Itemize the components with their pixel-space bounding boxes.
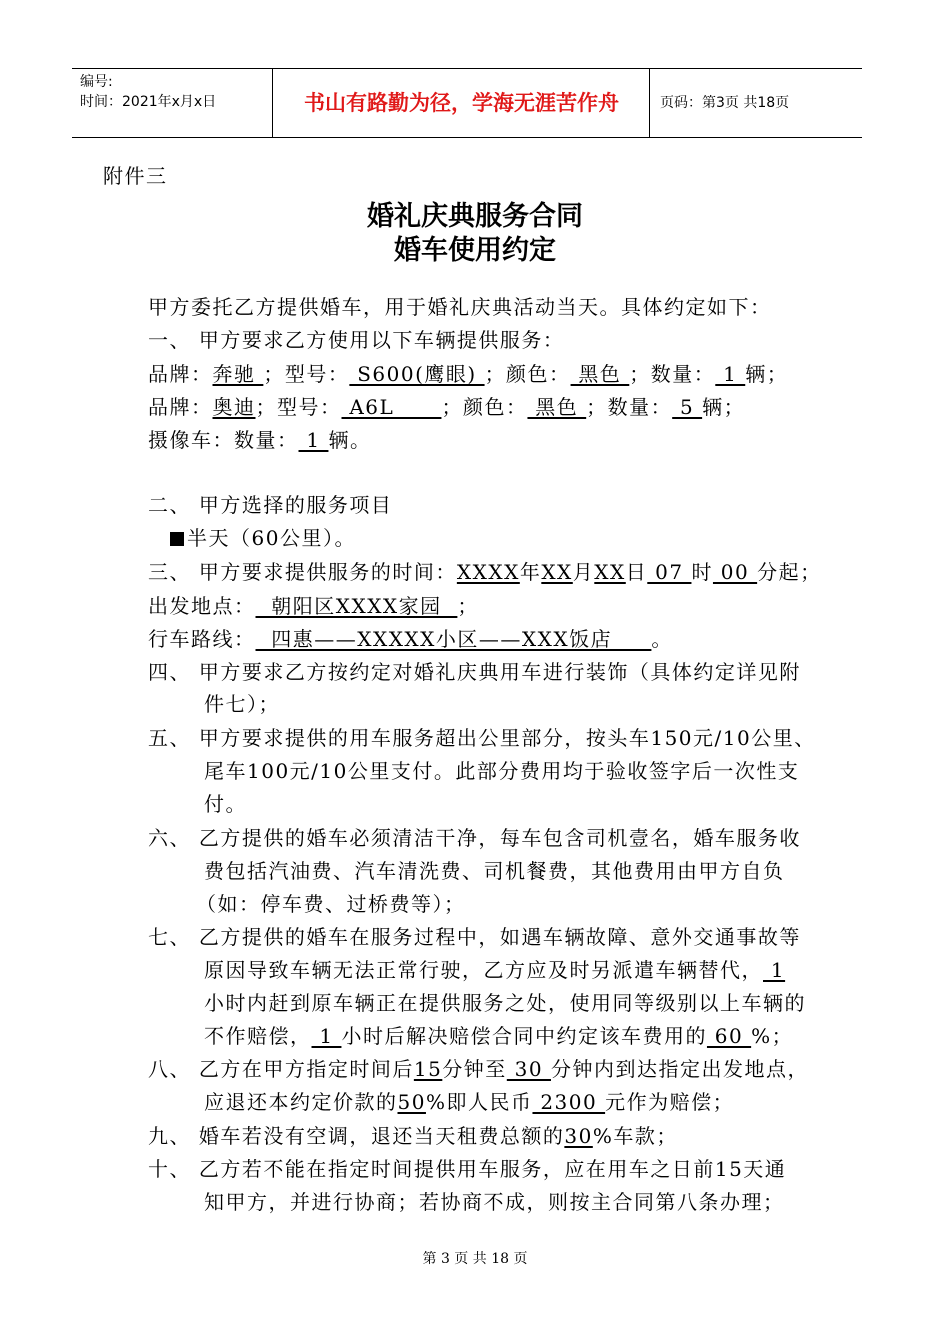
color-value: 黑色 bbox=[527, 395, 587, 419]
brand-value: 奥迪 bbox=[212, 395, 256, 419]
section-4-line-1: 四、 甲方要求乙方按约定对婚礼庆典用车进行装饰（具体约定详见附 bbox=[148, 660, 801, 684]
section-8-text: 分钟至 bbox=[442, 1057, 507, 1081]
header-motto: 书山有路勤为径，学海无涯苦作舟 bbox=[304, 91, 619, 115]
number-label: 编号: bbox=[80, 74, 113, 90]
attachment-label: 附件三 bbox=[103, 164, 168, 188]
percent-blank: 60 bbox=[706, 1024, 752, 1048]
qty-label: ；数量： bbox=[629, 362, 716, 386]
camera-car-row bbox=[148, 424, 371, 453]
hour-value: 07 bbox=[647, 560, 692, 584]
section-2: 二、 甲方选择的服务项目 bbox=[148, 493, 393, 517]
minute-label: 分起； bbox=[757, 560, 822, 584]
minutes-blank: 30 bbox=[506, 1057, 551, 1081]
section-7-line-4 bbox=[204, 1020, 793, 1049]
section-5-line-1: 五、 甲方要求提供的用车服务超出公里部分，按头车150元/10公里、 bbox=[148, 726, 816, 750]
day-value: XX bbox=[594, 560, 626, 584]
section-6-line-3: （如：停车费、过桥费等）； bbox=[196, 892, 466, 916]
minutes-blank: 15 bbox=[413, 1057, 443, 1081]
departure-label: 出发地点： bbox=[148, 594, 256, 618]
section-1: 一、 甲方要求乙方使用以下车辆提供服务： bbox=[148, 328, 565, 352]
model-label: ；型号： bbox=[255, 395, 342, 419]
header-divider bbox=[649, 69, 650, 137]
month-label: 月 bbox=[572, 560, 595, 584]
page-header bbox=[72, 68, 862, 138]
model-value: S600(鹰眼) bbox=[349, 362, 485, 386]
hour-label: 时 bbox=[691, 560, 713, 584]
section-8-text: 八、 乙方在甲方指定时间后 bbox=[148, 1057, 414, 1081]
section-7-text: 不作赔偿， bbox=[204, 1024, 312, 1048]
brand-value: 奔驰 bbox=[212, 362, 264, 386]
route-value: 四惠——XXXXX小区——XXX饭店 bbox=[255, 627, 652, 651]
section-3-label: 三、 甲方要求提供服务的时间： bbox=[148, 560, 457, 584]
route-row bbox=[148, 623, 673, 652]
color-value: 黑色 bbox=[570, 362, 630, 386]
model-value: A6L bbox=[341, 395, 442, 419]
qty-value: 1 bbox=[715, 362, 746, 386]
section-7-text: 原因导致车辆无法正常行驶，乙方应及时另派遣车辆替代， bbox=[204, 958, 763, 982]
camera-qty: 1 bbox=[298, 428, 329, 452]
minute-value: 00 bbox=[712, 560, 758, 584]
unit-label: 辆； bbox=[702, 395, 746, 419]
intro-paragraph: 甲方委托乙方提供婚车，用于婚礼庆典活动当天。具体约定如下： bbox=[148, 295, 772, 319]
document-subtitle: 婚车使用约定 bbox=[394, 235, 556, 266]
year-value: XXXX bbox=[456, 560, 520, 584]
section-8-text: 元作为赔偿； bbox=[605, 1090, 735, 1114]
header-page-label: 页码：第3页 共18页 bbox=[660, 95, 790, 111]
section-8-line-2 bbox=[204, 1086, 734, 1115]
service-option-label: 半天（60公里）。 bbox=[187, 526, 356, 550]
section-7-line-3: 小时内赶到原车辆正在提供服务之处，使用同等级别以上车辆的 bbox=[204, 991, 806, 1015]
page-footer: 第 3 页 共 18 页 bbox=[422, 1251, 528, 1267]
qty-value: 5 bbox=[672, 395, 703, 419]
section-7-line-1: 七、 乙方提供的婚车在服务过程中，如遇车辆故障、意外交通事故等 bbox=[148, 925, 801, 949]
brand-label: 品牌： bbox=[148, 362, 213, 386]
camera-label: 摄像车：数量： bbox=[148, 428, 299, 452]
section-5-line-2: 尾车100元/10公里支付。此部分费用均于验收签字后一次性支 bbox=[204, 759, 800, 783]
header-divider bbox=[272, 69, 273, 137]
time-label: 时间：2021年x月x日 bbox=[80, 94, 217, 110]
section-9 bbox=[148, 1120, 678, 1149]
section-4-line-2: 件七）； bbox=[204, 692, 280, 716]
section-8-line-1 bbox=[148, 1053, 809, 1082]
percent-blank: 30 bbox=[564, 1124, 593, 1148]
day-label: 日 bbox=[625, 560, 648, 584]
service-option bbox=[170, 522, 356, 551]
section-8-text: 分钟内到达指定出发地点， bbox=[550, 1057, 809, 1081]
section-3 bbox=[148, 556, 822, 585]
qty-label: ；数量： bbox=[586, 395, 673, 419]
hours-blank: 1 bbox=[311, 1024, 342, 1048]
section-10-line-2: 知甲方，并进行协商；若协商不成，则按主合同第八条办理； bbox=[204, 1190, 785, 1214]
month-value: XX bbox=[541, 560, 573, 584]
route-end: 。 bbox=[651, 627, 673, 651]
section-6-line-2: 费包括汽油费、汽车清洗费、司机餐费，其他费用由甲方自负 bbox=[204, 859, 785, 883]
section-10-line-1: 十、 乙方若不能在指定时间提供用车服务，应在用车之日前15天通 bbox=[148, 1157, 787, 1181]
color-label: ；颜色： bbox=[441, 395, 528, 419]
checked-box-icon bbox=[170, 532, 184, 546]
document-title: 婚礼庆典服务合同 bbox=[367, 201, 583, 232]
departure-end: ； bbox=[457, 594, 479, 618]
color-label: ；颜色： bbox=[484, 362, 571, 386]
section-7-text: %； bbox=[751, 1024, 794, 1048]
section-7-line-2 bbox=[204, 954, 785, 983]
departure-value: 朝阳区XXXX家园 bbox=[255, 594, 458, 618]
model-label: ；型号： bbox=[263, 362, 350, 386]
car-row-1 bbox=[148, 358, 788, 387]
section-9-text: %车款； bbox=[592, 1124, 678, 1148]
percent-blank: 50 bbox=[397, 1090, 426, 1114]
unit-label: 辆； bbox=[745, 362, 789, 386]
route-label: 行车路线： bbox=[148, 627, 256, 651]
header-left bbox=[80, 72, 216, 112]
section-7-text: 小时后解决赔偿合同中约定该车费用的 bbox=[341, 1024, 707, 1048]
section-5-line-3: 付。 bbox=[204, 792, 247, 816]
departure-row bbox=[148, 590, 479, 619]
brand-label: 品牌： bbox=[148, 395, 213, 419]
section-9-text: 九、 婚车若没有空调，退还当天租费总额的 bbox=[148, 1124, 565, 1148]
amount-blank: 2300 bbox=[532, 1090, 606, 1114]
hours-blank: 1 bbox=[763, 958, 786, 982]
car-row-2 bbox=[148, 391, 745, 420]
year-label: 年 bbox=[519, 560, 542, 584]
section-6-line-1: 六、 乙方提供的婚车必须清洁干净，每车包含司机壹名，婚车服务收 bbox=[148, 826, 801, 850]
section-8-text: 应退还本约定价款的 bbox=[204, 1090, 398, 1114]
section-8-text: %即人民币 bbox=[425, 1090, 533, 1114]
camera-unit: 辆。 bbox=[328, 428, 372, 452]
